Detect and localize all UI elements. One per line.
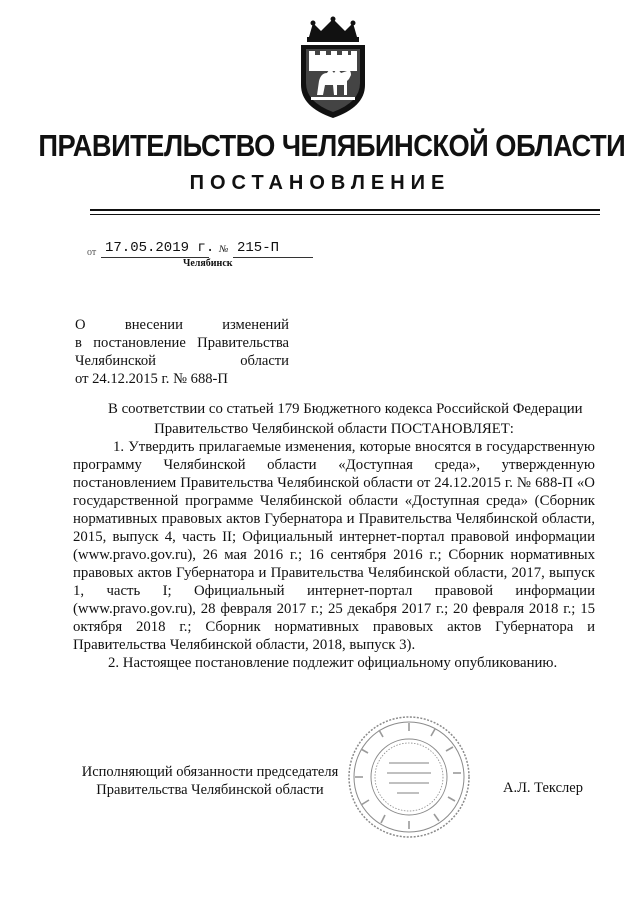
chelyabinsk-coat-of-arms-icon bbox=[287, 15, 379, 121]
document-body bbox=[73, 400, 595, 672]
city-label: Челябинск bbox=[183, 258, 233, 269]
header-divider-thin bbox=[90, 214, 600, 215]
subject-line: Челябинской области bbox=[75, 353, 289, 369]
government-title: ПРАВИТЕЛЬСТВО ЧЕЛЯБИНСКОЙ ОБЛАСТИ bbox=[38, 128, 626, 163]
number-label: № bbox=[219, 244, 229, 255]
signer-name: А.Л. Текслер bbox=[503, 780, 583, 796]
date-prefix: от bbox=[87, 247, 97, 258]
item-2-paragraph: 2. Настоящее постановление подлежит официальному опубликованию. bbox=[108, 655, 558, 671]
intro-paragraph: В соответствии со статьей 179 Бюджетного кодекса Российской Федерации bbox=[108, 401, 583, 417]
subject-line: от 24.12.2015 г. № 688-П bbox=[75, 371, 228, 387]
document-type-heading: ПОСТАНОВЛЕНИЕ bbox=[189, 172, 451, 194]
document-subject bbox=[75, 316, 289, 388]
signer-position-line: Исполняющий обязанности председателя bbox=[81, 764, 339, 780]
official-seal-stamp-icon bbox=[345, 713, 473, 841]
subject-line: О внесении изменений bbox=[75, 317, 289, 333]
signer-position-line: Правительства Челябинской области bbox=[96, 782, 324, 798]
header-divider bbox=[90, 209, 600, 211]
subject-line: в постановление Правительства bbox=[75, 335, 289, 351]
number-underline bbox=[233, 257, 313, 258]
item-1-paragraph: 1. Утвердить прилагаемые изменения, которые вносятся в государственную программу Челябинской области «Доступная среда», утвержденную постановлением Правительства Челябинской области от 24.12.2015 г. № 688-П «О государственной программе Челябинской области «Доступная среда» (Сборник нормативных правовых актов Губернатора и Правительства Челябинской области, 2015, выпуск 4, часть II; Официальный интернет-портал правовой информации (www.pravo.gov.ru), 26 мая 2016 г.; 16 сентября 2016 г.; Сборник нормативных правовых актов Губернатора и Правительства Челябинской области, 2017, выпуск 1, часть I; Официальный интернет-портал правовой информации (www.pravo.gov.ru), 28 февраля 2017 г.; 25 декабря 2017 г.; 20 февраля 2018 г.; 15 октября 2018 г.; Сборник нормативных правовых актов Губернатора и Правительства Челябинской области, 2018, выпуск 3). bbox=[73, 439, 595, 653]
decree-statement: Правительство Челябинской области ПОСТАНОВЛЯЕТ: bbox=[154, 421, 514, 437]
document-date: 17.05.2019 г. bbox=[105, 240, 215, 256]
document-number: 215-П bbox=[237, 240, 280, 256]
signer-position bbox=[75, 763, 345, 799]
